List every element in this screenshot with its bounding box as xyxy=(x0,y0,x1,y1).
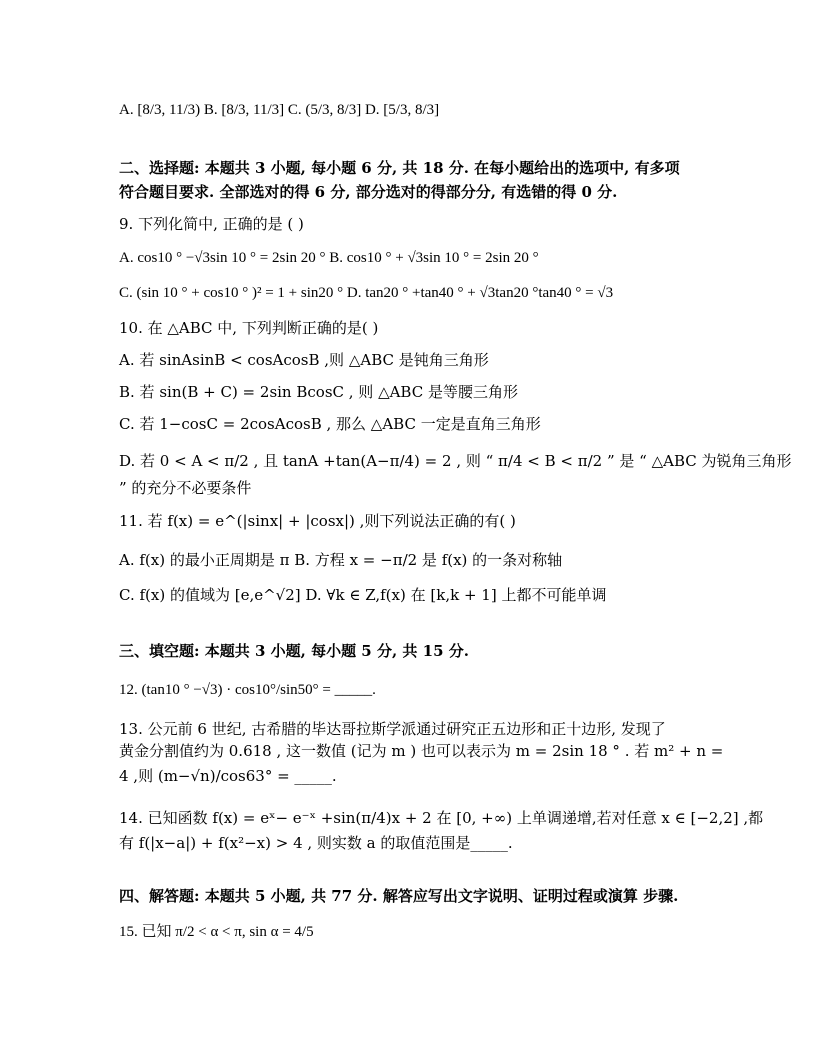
q9-options-ab: A. cos10 ° −√3sin 10 ° = 2sin 20 ° B. cos10 ° + √3sin 10 ° = 2sin 20 ° xyxy=(119,250,539,266)
q11-stem: 11. 若 f(x) = e^(|sinx| + |cosx|) ,则下列说法正确的有( ) xyxy=(119,512,516,530)
q13-line2: 黄金分割值约为 0.618 , 这一数值 (记为 m ) 也可以表示为 m = 2sin 18 ° . 若 m² + n = xyxy=(119,742,724,760)
q14-line2: 有 f(|x−a|) + f(x²−x) > 4 , 则实数 a 的取值范围是_____. xyxy=(119,834,513,852)
q10-option-d-line2: ” 的充分不必要条件 xyxy=(119,479,252,497)
section2-heading-line2: 符合题目要求. 全部选对的得 6 分, 部分选对的得部分分, 有选错的得 0 分. xyxy=(119,183,618,201)
q10-option-b: B. 若 sin(B + C) = 2sin BcosC , 则 △ABC 是等腰三角形 xyxy=(119,383,518,401)
section3-heading: 三、填空题: 本题共 3 小题, 每小题 5 分, 共 15 分. xyxy=(119,642,469,660)
section2-heading-line1: 二、选择题: 本题共 3 小题, 每小题 6 分, 共 18 分. 在每小题给出的选项中, 有多项 xyxy=(119,159,680,177)
q11-options-ab: A. f(x) 的最小正周期是 π B. 方程 x = −π/2 是 f(x) 的一条对称轴 xyxy=(119,551,563,569)
q13-line3: 4 ,则 (m−√n)/cos63° = _____. xyxy=(119,767,337,785)
q9-options-cd: C. (sin 10 ° + cos10 ° )² = 1 + sin20 ° D. tan20 ° +tan40 ° + √3tan20 °tan40 ° = √3 xyxy=(119,285,614,301)
q10-stem: 10. 在 △ABC 中, 下列判断正确的是( ) xyxy=(119,319,379,337)
q10-option-c: C. 若 1−cosC = 2cosAcosB , 那么 △ABC 一定是直角三角形 xyxy=(119,415,541,433)
q11-options-cd: C. f(x) 的值域为 [e,e^√2] D. ∀k ∈ Z,f(x) 在 [k,k + 1] 上都不可能单调 xyxy=(119,586,607,604)
q15: 15. 已知 π/2 < α < π, sin α = 4/5 xyxy=(119,924,314,940)
q14-line1: 14. 已知函数 f(x) = eˣ− e⁻ˣ +sin(π/4)x + 2 在 [0, +∞) 上单调递增,若对任意 x ∈ [−2,2] ,都 xyxy=(119,809,764,827)
q13-line1: 13. 公元前 6 世纪, 古希腊的毕达哥拉斯学派通过研究正五边形和正十边形, 发现了 xyxy=(119,720,666,738)
q10-option-a: A. 若 sinAsinB < cosAcosB ,则 △ABC 是钝角三角形 xyxy=(119,351,489,369)
q10-option-d-line1: D. 若 0 < A < π/2 , 且 tanA +tan(A−π/4) = 2 , 则 “ π/4 < B < π/2 ” 是 “ △ABC 为锐角三角形 xyxy=(119,452,792,470)
q12: 12. (tan10 ° −√3) · cos10°/sin50° = _____. xyxy=(119,682,376,698)
q8-options: A. [8/3, 11/3) B. [8/3, 11/3] C. (5/3, 8/3] D. [5/3, 8/3] xyxy=(119,102,440,118)
q9-stem: 9. 下列化简中, 正确的是 ( ) xyxy=(119,215,304,233)
section4-heading: 四、解答题: 本题共 5 小题, 共 77 分. 解答应写出文字说明、证明过程或演算 步骤. xyxy=(119,887,679,905)
